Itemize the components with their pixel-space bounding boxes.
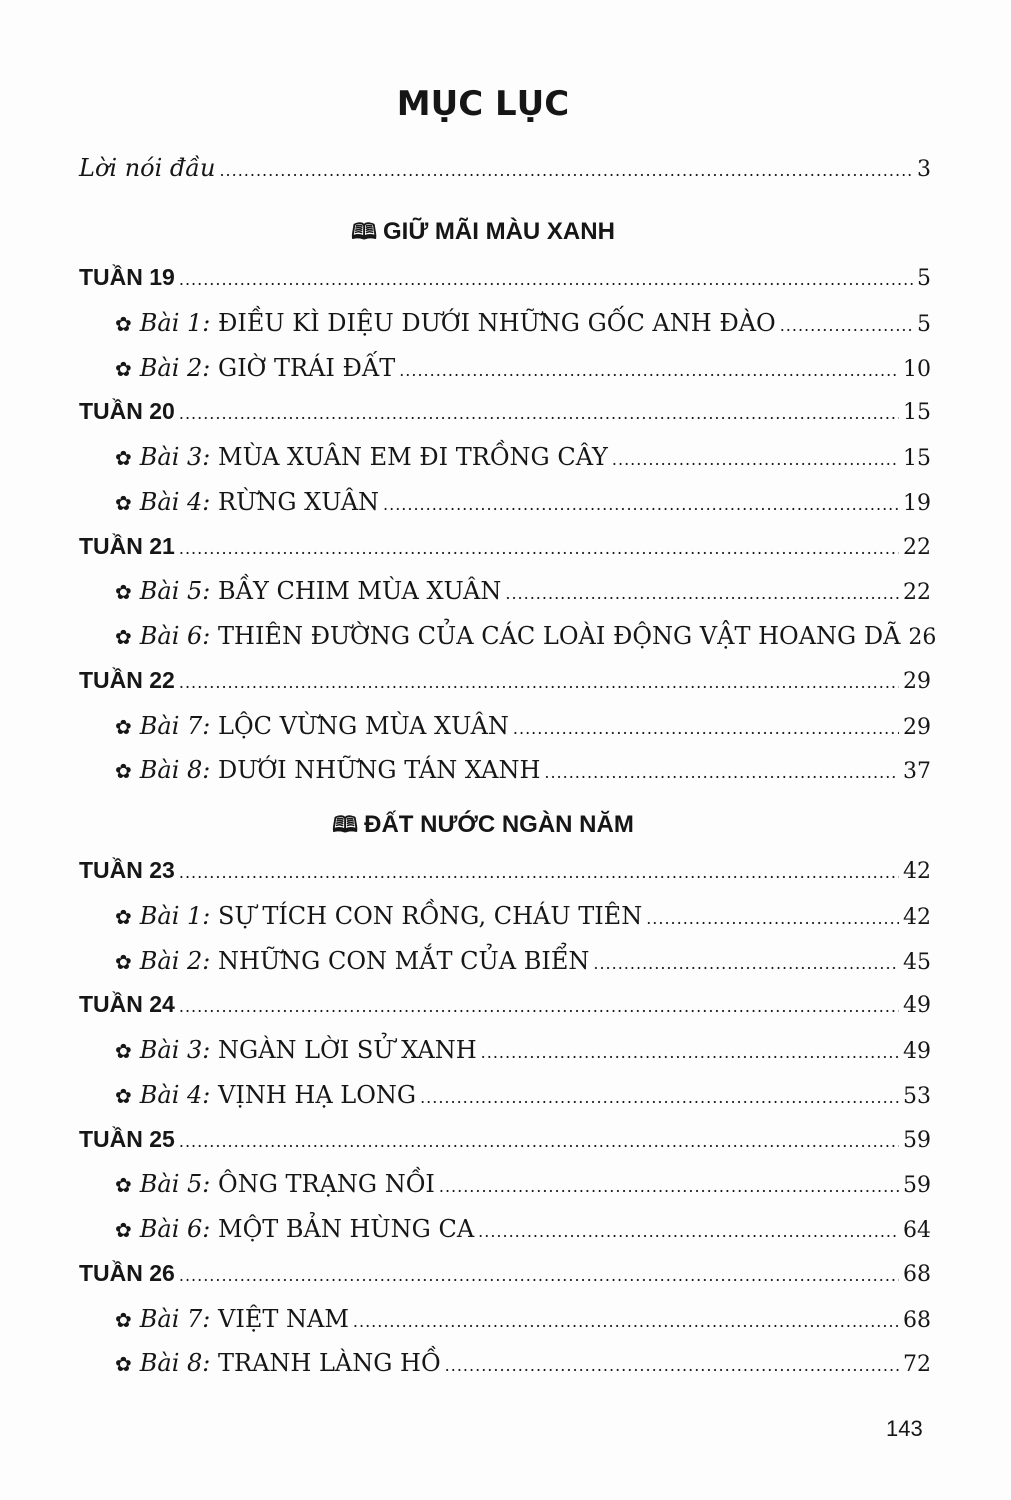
entry-page: 49	[903, 993, 931, 1019]
lesson-title: LỘC VỪNG MÙA XUÂN	[218, 711, 509, 740]
toc-week-entry[interactable]	[79, 857, 931, 889]
page-title: MỤC LỤC	[396, 84, 570, 124]
dot-leader	[481, 1043, 899, 1062]
flower-bullet-icon: ✿	[115, 949, 132, 974]
dot-leader	[219, 161, 913, 180]
flower-bullet-icon: ✿	[115, 714, 132, 739]
lesson-number: Bài 8:	[139, 756, 211, 785]
lesson-number: Bài 1:	[139, 901, 211, 930]
toc-lesson-entry[interactable]	[115, 756, 931, 788]
flower-bullet-icon: ✿	[115, 759, 132, 784]
lesson-title: VỊNH HẠ LONG	[218, 1080, 417, 1109]
toc-lesson-entry[interactable]	[115, 622, 937, 654]
lesson-title: ÔNG TRẠNG NỒI	[218, 1170, 435, 1199]
lesson-title: MỘT BẢN HÙNG CA	[218, 1215, 475, 1243]
dot-leader	[179, 404, 899, 423]
toc-lesson-entry[interactable]	[115, 1036, 931, 1068]
toc-lesson-entry[interactable]	[115, 1305, 931, 1337]
toc-lesson-entry[interactable]	[115, 354, 931, 386]
dot-leader	[593, 954, 899, 973]
dot-leader	[478, 1222, 899, 1241]
flower-bullet-icon: ✿	[115, 446, 132, 470]
dot-leader	[179, 539, 899, 558]
entry-page: 3	[917, 157, 931, 182]
toc-lesson-entry[interactable]	[115, 947, 931, 979]
entry-page: 45	[903, 949, 931, 975]
toc-lesson-entry[interactable]	[115, 1081, 931, 1113]
entry-page: 72	[903, 1352, 931, 1378]
open-book-icon: 🕮	[332, 812, 359, 837]
flower-bullet-icon: ✿	[115, 311, 132, 336]
lesson-number: Bài 7:	[139, 1304, 211, 1333]
dot-leader	[179, 997, 899, 1016]
week-label: TUẦN 25	[79, 1125, 175, 1152]
section-heading	[0, 808, 966, 846]
dot-leader	[420, 1088, 899, 1107]
lesson-title: RỪNG XUÂN	[218, 487, 380, 516]
lesson-number: Bài 4:	[139, 1080, 211, 1109]
entry-page: 64	[903, 1218, 931, 1243]
page-number: 143	[886, 1416, 923, 1441]
open-book-icon: 🕮	[351, 219, 378, 244]
lesson-number: Bài 3:	[139, 443, 211, 471]
lesson-title: SỰ TÍCH CON RỒNG, CHÁU TIÊN	[218, 901, 643, 930]
entry-page: 5	[917, 266, 931, 291]
lesson-number: Bài 5:	[139, 577, 211, 606]
toc-lesson-entry[interactable]	[115, 1215, 931, 1247]
dot-leader	[179, 270, 913, 289]
lesson-number: Bài 7:	[139, 711, 211, 740]
toc-lesson-entry[interactable]	[115, 443, 931, 475]
entry-page: 68	[903, 1261, 931, 1287]
flower-bullet-icon: ✿	[115, 356, 132, 381]
flower-bullet-icon: ✿	[115, 1039, 132, 1063]
entry-page: 68	[903, 1307, 931, 1333]
flower-bullet-icon: ✿	[115, 625, 132, 649]
dot-leader	[179, 1132, 899, 1151]
entry-page: 53	[903, 1083, 931, 1109]
flower-bullet-icon: ✿	[115, 904, 132, 929]
dot-leader	[513, 719, 899, 738]
lesson-number: Bài 2:	[139, 946, 211, 975]
toc-lesson-entry[interactable]	[115, 902, 931, 934]
flower-bullet-icon: ✿	[115, 490, 132, 515]
week-label: TUẦN 24	[79, 991, 175, 1018]
lesson-number: Bài 5:	[139, 1170, 211, 1199]
flower-bullet-icon: ✿	[115, 1352, 132, 1377]
flower-bullet-icon: ✿	[115, 1307, 132, 1332]
toc-entry-preface[interactable]	[79, 154, 931, 186]
lesson-number: Bài 1:	[139, 308, 211, 337]
entry-page: 29	[903, 668, 931, 694]
lesson-title: BẦY CHIM MÙA XUÂN	[218, 577, 502, 606]
lesson-title: DƯỚI NHỮNG TÁN XANH	[218, 756, 541, 785]
entry-label: Lời nói đầu	[79, 154, 216, 182]
entry-page: 49	[903, 1039, 931, 1064]
entry-page: 37	[903, 759, 931, 785]
entry-page: 26	[908, 625, 937, 650]
dot-leader	[439, 1177, 899, 1196]
lesson-number: Bài 8:	[139, 1349, 211, 1378]
lesson-title: ĐIỀU KÌ DIỆU DƯỚI NHỮNG GỐC ANH ĐÀO	[218, 308, 776, 337]
entry-page: 10	[903, 356, 931, 382]
lesson-title: MÙA XUÂN EM ĐI TRỒNG CÂY	[218, 443, 608, 471]
entry-page: 22	[903, 580, 931, 606]
section-title: GIỮ MÃI MÀU XANH	[383, 218, 615, 245]
section-heading	[0, 215, 966, 253]
week-label: TUẦN 20	[79, 398, 175, 425]
entry-page: 42	[903, 859, 931, 884]
week-label: TUẦN 19	[79, 264, 175, 290]
dot-leader	[780, 316, 913, 335]
dot-leader	[399, 361, 899, 380]
dot-leader	[179, 673, 899, 692]
lesson-number: Bài 6:	[139, 622, 211, 650]
entry-page: 59	[903, 1127, 931, 1153]
lesson-title: TRANH LÀNG HỒ	[218, 1349, 441, 1378]
entry-page: 42	[903, 904, 931, 930]
toc-week-entry[interactable]	[79, 264, 931, 296]
dot-leader	[383, 495, 899, 514]
flower-bullet-icon: ✿	[115, 1218, 132, 1242]
toc-lesson-entry[interactable]	[115, 1170, 931, 1202]
dot-leader	[612, 450, 899, 469]
lesson-number: Bài 3:	[139, 1036, 211, 1064]
lesson-number: Bài 4:	[139, 487, 211, 516]
lesson-number: Bài 2:	[139, 353, 211, 382]
entry-page: 15	[903, 446, 931, 471]
entry-page: 59	[903, 1173, 931, 1199]
lesson-number: Bài 6:	[139, 1215, 211, 1243]
dot-leader	[505, 584, 899, 603]
flower-bullet-icon: ✿	[115, 580, 132, 605]
dot-leader	[179, 1266, 899, 1285]
toc-lesson-entry[interactable]	[115, 309, 931, 341]
week-label: TUẦN 23	[79, 857, 175, 883]
week-label: TUẦN 21	[79, 532, 175, 559]
dot-leader	[445, 1356, 899, 1375]
flower-bullet-icon: ✿	[115, 1083, 132, 1108]
toc-week-entry[interactable]	[79, 1260, 931, 1292]
week-label: TUẦN 26	[79, 1259, 175, 1286]
entry-page: 19	[903, 490, 931, 516]
entry-page: 29	[903, 714, 931, 740]
entry-page: 5	[917, 311, 931, 337]
toc-lesson-entry[interactable]	[115, 577, 931, 609]
section-title: ĐẤT NƯỚC NGÀN NĂM	[364, 811, 634, 838]
toc-lesson-entry[interactable]	[115, 1349, 931, 1381]
toc-lesson-entry[interactable]	[115, 488, 931, 520]
lesson-title: VIỆT NAM	[218, 1304, 349, 1333]
lesson-title: NHỮNG CON MẮT CỦA BIỂN	[218, 946, 590, 975]
dot-leader	[544, 763, 899, 782]
dot-leader	[179, 863, 899, 882]
toc-week-entry[interactable]	[79, 398, 931, 430]
toc-lesson-entry[interactable]	[115, 712, 931, 744]
toc-week-entry[interactable]	[79, 1126, 931, 1158]
toc-week-entry[interactable]	[79, 667, 931, 699]
entry-page: 22	[903, 534, 931, 560]
lesson-title: NGÀN LỜI SỬ XANH	[218, 1036, 477, 1064]
flower-bullet-icon: ✿	[115, 1173, 132, 1198]
entry-page: 15	[903, 400, 931, 426]
lesson-title: THIÊN ĐƯỜNG CỦA CÁC LOÀI ĐỘNG VẬT HOANG DÃ	[218, 622, 901, 650]
dot-leader	[646, 909, 899, 928]
week-label: TUẦN 22	[79, 666, 175, 693]
dot-leader	[353, 1312, 899, 1331]
toc-week-entry[interactable]	[79, 533, 931, 565]
toc-week-entry[interactable]	[79, 991, 931, 1023]
lesson-title: GIỜ TRÁI ĐẤT	[218, 353, 396, 382]
